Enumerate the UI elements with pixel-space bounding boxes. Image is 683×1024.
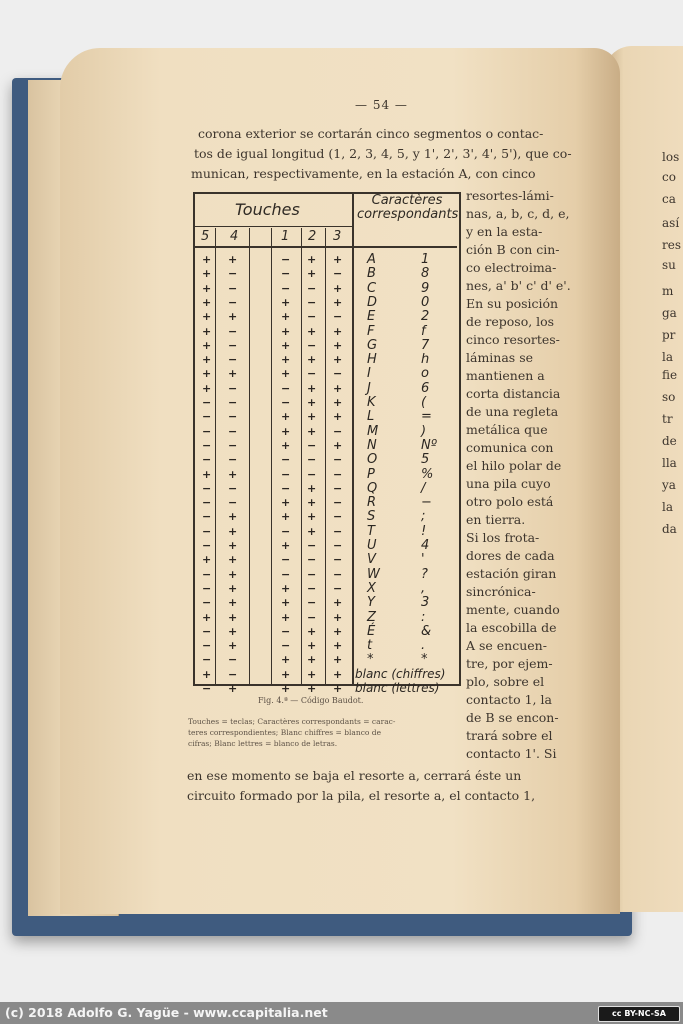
right-page-fragment: lla bbox=[662, 456, 677, 470]
side-text-line: plo, sobre el bbox=[466, 674, 545, 689]
touch-sign: − bbox=[228, 281, 238, 295]
letter-char: K bbox=[367, 395, 376, 410]
page-number: — 54 — bbox=[355, 98, 408, 112]
figure-char: 7 bbox=[421, 337, 430, 353]
touch-sign: − bbox=[333, 481, 343, 495]
touch-sign: + bbox=[228, 253, 238, 266]
touch-sign: + bbox=[281, 653, 291, 667]
letter-char: H bbox=[367, 352, 377, 368]
side-text-line: láminas se bbox=[466, 350, 534, 365]
touch-sign: − bbox=[307, 295, 317, 309]
touch-sign: − bbox=[307, 581, 317, 595]
touch-sign: − bbox=[228, 381, 238, 395]
touch-sign: + bbox=[307, 353, 317, 367]
touch-sign: − bbox=[307, 467, 317, 481]
side-text-line: dores de cada bbox=[466, 548, 555, 563]
letter-char: B bbox=[367, 266, 376, 282]
touch-sign: + bbox=[281, 424, 291, 438]
side-text-line: nas, a, b, c, d, e, bbox=[466, 206, 570, 221]
touch-sign: + bbox=[307, 524, 317, 538]
touch-sign: − bbox=[228, 481, 238, 495]
letter-char: Q bbox=[367, 480, 378, 496]
letter-char: t bbox=[367, 638, 373, 654]
letter-char: A bbox=[367, 252, 376, 267]
side-text-line: ción B con cin- bbox=[466, 242, 560, 257]
touch-sign: + bbox=[202, 295, 212, 309]
right-page-fragment: ya bbox=[662, 478, 676, 492]
touch-sign: + bbox=[228, 567, 238, 581]
touch-sign: + bbox=[307, 624, 317, 638]
right-page-fragment: la bbox=[662, 500, 673, 514]
caracteres-header: Caractères correspondants bbox=[357, 193, 459, 222]
side-text-line: nes, a' b' c' d' e'. bbox=[466, 278, 571, 293]
touch-sign: + bbox=[307, 396, 317, 409]
touch-sign: + bbox=[307, 510, 317, 524]
figure-char: 5 bbox=[421, 452, 430, 468]
figure-char: 6 bbox=[421, 380, 430, 396]
letter-char: S bbox=[367, 509, 376, 525]
touch-sign: + bbox=[307, 667, 317, 681]
touch-sign: + bbox=[307, 496, 317, 510]
figure-char: 9 bbox=[421, 280, 430, 296]
touch-sign: − bbox=[281, 381, 291, 395]
touch-sign: − bbox=[228, 338, 238, 352]
header-rule bbox=[195, 226, 352, 227]
touch-sign: − bbox=[228, 396, 238, 409]
touch-sign: − bbox=[333, 467, 343, 481]
touch-sign: + bbox=[228, 610, 238, 624]
touch-sign: + bbox=[333, 438, 343, 452]
touch-sign: − bbox=[307, 338, 317, 352]
figure-char: ; bbox=[421, 509, 426, 525]
touch-sign: + bbox=[202, 338, 212, 352]
letter-char: V bbox=[367, 552, 376, 568]
letter-char: N bbox=[367, 437, 377, 453]
touch-sign: + bbox=[202, 553, 212, 567]
side-text-line: la escobilla de bbox=[466, 620, 557, 635]
touch-sign: − bbox=[281, 253, 291, 266]
touch-sign: − bbox=[202, 396, 212, 409]
touch-sign: − bbox=[281, 567, 291, 581]
right-page-fragment: así bbox=[662, 216, 680, 230]
body-line: tos de igual longitud (1, 2, 3, 4, 5, y 1', 2', 3', 4', 5'), que co- bbox=[194, 146, 572, 161]
body-line: corona exterior se cortarán cinco segmentos o contac- bbox=[198, 126, 544, 141]
touch-sign: + bbox=[333, 682, 343, 695]
touch-sign: + bbox=[228, 596, 238, 610]
touch-sign: − bbox=[333, 581, 343, 595]
touch-sign: − bbox=[202, 438, 212, 452]
baudot-code-table bbox=[193, 192, 461, 695]
figure-char: 4 bbox=[421, 538, 430, 553]
figure-char: . bbox=[421, 638, 426, 654]
column-number: 1 bbox=[281, 229, 290, 244]
column-rule bbox=[215, 228, 216, 684]
side-text-line: trará sobre el bbox=[466, 728, 553, 743]
touch-sign: − bbox=[281, 639, 291, 653]
touch-sign: − bbox=[202, 682, 212, 695]
figure-char: Nº bbox=[421, 437, 437, 453]
touch-sign: − bbox=[333, 424, 343, 438]
touch-sign: − bbox=[307, 567, 317, 581]
touch-sign: − bbox=[202, 653, 212, 667]
touch-sign: + bbox=[333, 353, 343, 367]
right-page-fragment: tr bbox=[662, 412, 673, 426]
caption-note-line: Touches = teclas; Caractères correspondants = carac- bbox=[188, 717, 396, 726]
touch-sign: + bbox=[307, 481, 317, 495]
blanc-label: blanc (lettres) bbox=[355, 681, 440, 695]
touch-sign: + bbox=[202, 610, 212, 624]
letter-char: M bbox=[367, 423, 379, 439]
right-page-fragment: ca bbox=[662, 192, 676, 206]
side-text-line: co electroima- bbox=[466, 260, 557, 275]
touch-sign: + bbox=[202, 310, 212, 324]
side-text-line: en tierra. bbox=[466, 512, 526, 527]
touch-sign: + bbox=[202, 324, 212, 338]
touch-sign: + bbox=[333, 610, 343, 624]
figure-char: ) bbox=[421, 423, 427, 439]
right-page-fragment: m bbox=[662, 284, 674, 298]
touch-sign: + bbox=[281, 581, 291, 595]
side-text-line: de B se encon- bbox=[466, 710, 559, 725]
touch-sign: − bbox=[333, 453, 343, 467]
touch-sign: + bbox=[281, 667, 291, 681]
figure-char: f bbox=[421, 323, 426, 339]
touch-sign: − bbox=[333, 310, 343, 324]
touch-sign: − bbox=[307, 281, 317, 295]
touch-sign: − bbox=[228, 324, 238, 338]
figure-char: ( bbox=[421, 395, 427, 410]
side-text-line: mantienen a bbox=[466, 368, 545, 383]
touch-sign: + bbox=[202, 467, 212, 481]
figure-char: o bbox=[421, 366, 429, 382]
touch-sign: + bbox=[307, 639, 317, 653]
touch-sign: − bbox=[333, 510, 343, 524]
side-text-line: En su posición bbox=[466, 296, 559, 311]
body-line: munican, respectivamente, en la estación A, con cinco bbox=[191, 166, 536, 181]
touch-sign: + bbox=[228, 639, 238, 653]
figure-char: , bbox=[421, 580, 426, 596]
side-text-line: metálica que bbox=[466, 422, 548, 437]
figure-char: ! bbox=[421, 523, 427, 539]
touch-sign: + bbox=[228, 524, 238, 538]
touch-sign: + bbox=[333, 653, 343, 667]
side-text-line: corta distancia bbox=[466, 386, 561, 401]
touch-sign: − bbox=[202, 510, 212, 524]
touch-sign: + bbox=[333, 667, 343, 681]
touch-sign: − bbox=[202, 524, 212, 538]
right-page-fragment: da bbox=[662, 522, 677, 536]
touch-sign: + bbox=[202, 381, 212, 395]
touch-sign: − bbox=[281, 553, 291, 567]
side-text-line: una pila cuyo bbox=[466, 476, 551, 491]
side-text-line: estación giran bbox=[466, 566, 557, 581]
figure-char: h bbox=[421, 352, 430, 368]
touch-sign: − bbox=[307, 610, 317, 624]
touch-sign: − bbox=[202, 596, 212, 610]
touch-sign: + bbox=[281, 682, 291, 695]
letter-char: Z bbox=[367, 609, 376, 625]
touch-sign: − bbox=[202, 453, 212, 467]
touch-sign: − bbox=[228, 353, 238, 367]
touch-sign: + bbox=[228, 367, 238, 381]
touches-header: Touches bbox=[235, 200, 300, 219]
letter-char: X bbox=[367, 580, 376, 596]
touch-sign: − bbox=[307, 438, 317, 452]
right-page-fragment: so bbox=[662, 390, 676, 404]
right-page-fragment: fie bbox=[662, 368, 678, 382]
right-page-fragment: los bbox=[662, 150, 680, 164]
body-line: circuito formado por la pila, el resorte a, el contacto 1, bbox=[187, 788, 536, 803]
figure-char: 2 bbox=[421, 309, 430, 325]
side-text-line: contacto 1, la bbox=[466, 692, 552, 707]
touch-sign: + bbox=[281, 410, 291, 424]
touch-sign: + bbox=[202, 253, 212, 266]
touch-sign: + bbox=[281, 367, 291, 381]
touch-sign: + bbox=[307, 253, 317, 266]
touch-sign: + bbox=[202, 367, 212, 381]
side-text-line: de reposo, los bbox=[466, 314, 555, 329]
touch-sign: + bbox=[307, 267, 317, 281]
touch-sign: + bbox=[333, 338, 343, 352]
right-page-fragment: co bbox=[662, 170, 676, 184]
touch-sign: − bbox=[333, 567, 343, 581]
figure-char: ' bbox=[421, 552, 425, 568]
touch-sign: − bbox=[333, 496, 343, 510]
touch-sign: − bbox=[202, 639, 212, 653]
table-divider bbox=[352, 194, 354, 684]
touch-sign: + bbox=[281, 596, 291, 610]
touch-sign: − bbox=[281, 281, 291, 295]
touch-sign: − bbox=[202, 481, 212, 495]
column-rule bbox=[271, 228, 272, 684]
right-page-fragment: la bbox=[662, 350, 673, 364]
touch-sign: + bbox=[228, 510, 238, 524]
letter-char: J bbox=[367, 380, 371, 396]
right-page-fragment: pr bbox=[662, 328, 676, 342]
touch-sign: − bbox=[281, 481, 291, 495]
touch-sign: + bbox=[333, 596, 343, 610]
touch-sign: + bbox=[228, 624, 238, 638]
touch-sign: + bbox=[307, 381, 317, 395]
touch-sign: − bbox=[281, 267, 291, 281]
side-text-line: Si los frota- bbox=[466, 530, 540, 545]
right-page-fragment: de bbox=[662, 434, 677, 448]
touch-sign: + bbox=[281, 610, 291, 624]
touch-sign: + bbox=[307, 682, 317, 695]
side-text-line: contacto 1'. Si bbox=[466, 746, 557, 761]
touch-sign: + bbox=[202, 281, 212, 295]
touch-sign: − bbox=[281, 396, 291, 409]
column-number: 5 bbox=[201, 229, 210, 244]
right-page-fragment: res bbox=[662, 238, 681, 252]
touch-sign: + bbox=[202, 667, 212, 681]
cc-license-badge: cc BY-NC-SA bbox=[598, 1006, 680, 1022]
figure-char: & bbox=[421, 623, 432, 639]
letter-char: U bbox=[367, 538, 377, 553]
touch-sign: − bbox=[281, 524, 291, 538]
touch-sign: − bbox=[202, 539, 212, 552]
touch-sign: − bbox=[202, 624, 212, 638]
touch-sign: + bbox=[281, 510, 291, 524]
figure-char: 3 bbox=[421, 595, 430, 611]
touch-sign: − bbox=[333, 267, 343, 281]
touch-sign: − bbox=[202, 567, 212, 581]
touch-sign: − bbox=[202, 410, 212, 424]
letter-char: F bbox=[367, 323, 375, 339]
touch-sign: − bbox=[228, 438, 238, 452]
touch-sign: + bbox=[333, 324, 343, 338]
side-text-line: sincrónica- bbox=[466, 584, 536, 599]
figure-char: − bbox=[421, 495, 432, 511]
figure-char: % bbox=[421, 466, 434, 482]
letter-char: W bbox=[367, 566, 380, 582]
column-rule bbox=[301, 228, 302, 684]
side-text-line: el hilo polar de bbox=[466, 458, 562, 473]
touch-sign: − bbox=[307, 453, 317, 467]
letter-char: D bbox=[367, 294, 378, 310]
touch-sign: + bbox=[281, 295, 291, 309]
touch-sign: + bbox=[333, 396, 343, 409]
touch-sign: + bbox=[281, 324, 291, 338]
side-text-line: mente, cuando bbox=[466, 602, 560, 617]
side-text-line: y en la esta- bbox=[466, 224, 543, 239]
touch-sign: − bbox=[202, 424, 212, 438]
column-rule bbox=[249, 228, 250, 684]
touch-sign: − bbox=[281, 453, 291, 467]
copyright-text: (c) 2018 Adolfo G. Yagüe - www.ccapitalia.net bbox=[5, 1005, 328, 1020]
letter-char: * bbox=[367, 652, 374, 668]
touch-sign: + bbox=[307, 324, 317, 338]
side-text-line: resortes-lámi- bbox=[466, 188, 554, 203]
touch-sign: − bbox=[202, 496, 212, 510]
touch-sign: + bbox=[333, 281, 343, 295]
figure-char: 1 bbox=[421, 252, 430, 267]
figure-char: * bbox=[421, 652, 428, 668]
letter-char: P bbox=[367, 466, 375, 482]
body-line: en ese momento se baja el resorte a, cerrará éste un bbox=[187, 768, 522, 783]
touch-sign: − bbox=[307, 367, 317, 381]
touch-sign: − bbox=[228, 667, 238, 681]
touch-sign: + bbox=[333, 295, 343, 309]
touch-sign: − bbox=[228, 267, 238, 281]
right-page-fragment: ga bbox=[662, 306, 677, 320]
touch-sign: + bbox=[307, 653, 317, 667]
touch-sign: − bbox=[333, 553, 343, 567]
touch-sign: − bbox=[307, 310, 317, 324]
touch-sign: − bbox=[307, 539, 317, 552]
column-number: 2 bbox=[308, 229, 317, 244]
touch-sign: − bbox=[228, 424, 238, 438]
right-page-fragment: su bbox=[662, 258, 676, 272]
caption-note-line: teres correspondientes; Blanc chiffres = blanco de bbox=[188, 728, 382, 737]
touch-sign: + bbox=[307, 410, 317, 424]
touch-sign: − bbox=[228, 453, 238, 467]
touch-sign: + bbox=[307, 424, 317, 438]
touch-sign: − bbox=[281, 467, 291, 481]
touch-sign: − bbox=[307, 596, 317, 610]
letter-char: É bbox=[367, 623, 376, 639]
touch-sign: + bbox=[228, 467, 238, 481]
touch-sign: + bbox=[281, 438, 291, 452]
figure-char: 0 bbox=[421, 294, 430, 310]
column-number: 4 bbox=[230, 229, 239, 244]
figure-char: ? bbox=[421, 566, 428, 582]
letter-char: Y bbox=[367, 595, 375, 611]
blanc-label: blanc (chiffres) bbox=[355, 666, 446, 681]
touch-sign: + bbox=[333, 410, 343, 424]
column-number: 3 bbox=[333, 229, 342, 244]
touch-sign: + bbox=[281, 539, 291, 552]
touch-sign: − bbox=[333, 524, 343, 538]
touch-sign: + bbox=[228, 539, 238, 552]
figure-char: / bbox=[421, 480, 426, 496]
touch-sign: + bbox=[281, 353, 291, 367]
letter-char: C bbox=[367, 280, 377, 296]
touch-sign: + bbox=[228, 682, 238, 695]
header-rule bbox=[195, 246, 457, 248]
touch-sign: − bbox=[228, 410, 238, 424]
touch-sign: + bbox=[202, 267, 212, 281]
figure-char: = bbox=[421, 409, 432, 425]
caption-note-line: cifras; Blanc lettres = blanco de letras. bbox=[188, 739, 338, 748]
touch-sign: − bbox=[228, 653, 238, 667]
column-rule bbox=[325, 228, 326, 684]
touch-sign: − bbox=[202, 581, 212, 595]
side-text-line: otro polo está bbox=[466, 494, 554, 509]
touch-sign: + bbox=[228, 581, 238, 595]
letter-char: E bbox=[367, 309, 376, 325]
letter-char: G bbox=[367, 337, 378, 353]
touch-sign: − bbox=[333, 367, 343, 381]
touch-sign: + bbox=[228, 310, 238, 324]
letter-char: L bbox=[367, 409, 375, 425]
letter-char: O bbox=[367, 452, 378, 468]
figure-caption: Fig. 4.ª — Código Baudot. bbox=[258, 696, 364, 705]
touch-sign: + bbox=[281, 338, 291, 352]
letter-char: T bbox=[367, 523, 375, 539]
touch-sign: − bbox=[228, 295, 238, 309]
letter-char: I bbox=[367, 366, 371, 382]
touch-sign: − bbox=[228, 496, 238, 510]
touch-sign: + bbox=[281, 496, 291, 510]
side-text-line: comunica con bbox=[466, 440, 554, 455]
side-text-line: A se encuen- bbox=[466, 638, 547, 653]
touch-sign: + bbox=[228, 553, 238, 567]
touch-sign: − bbox=[281, 624, 291, 638]
figure-char: : bbox=[421, 609, 426, 625]
touch-sign: − bbox=[307, 553, 317, 567]
figure-char: 8 bbox=[421, 266, 430, 282]
side-text-line: tre, por ejem- bbox=[466, 656, 553, 671]
touch-sign: + bbox=[333, 639, 343, 653]
touch-sign: + bbox=[333, 624, 343, 638]
touch-sign: − bbox=[333, 539, 343, 552]
touch-sign: + bbox=[202, 353, 212, 367]
side-text-line: de una regleta bbox=[466, 404, 559, 419]
side-text-line: cinco resortes- bbox=[466, 332, 560, 347]
touch-sign: + bbox=[281, 310, 291, 324]
letter-char: R bbox=[367, 495, 377, 511]
touch-sign: + bbox=[333, 253, 343, 266]
touch-sign: + bbox=[333, 381, 343, 395]
